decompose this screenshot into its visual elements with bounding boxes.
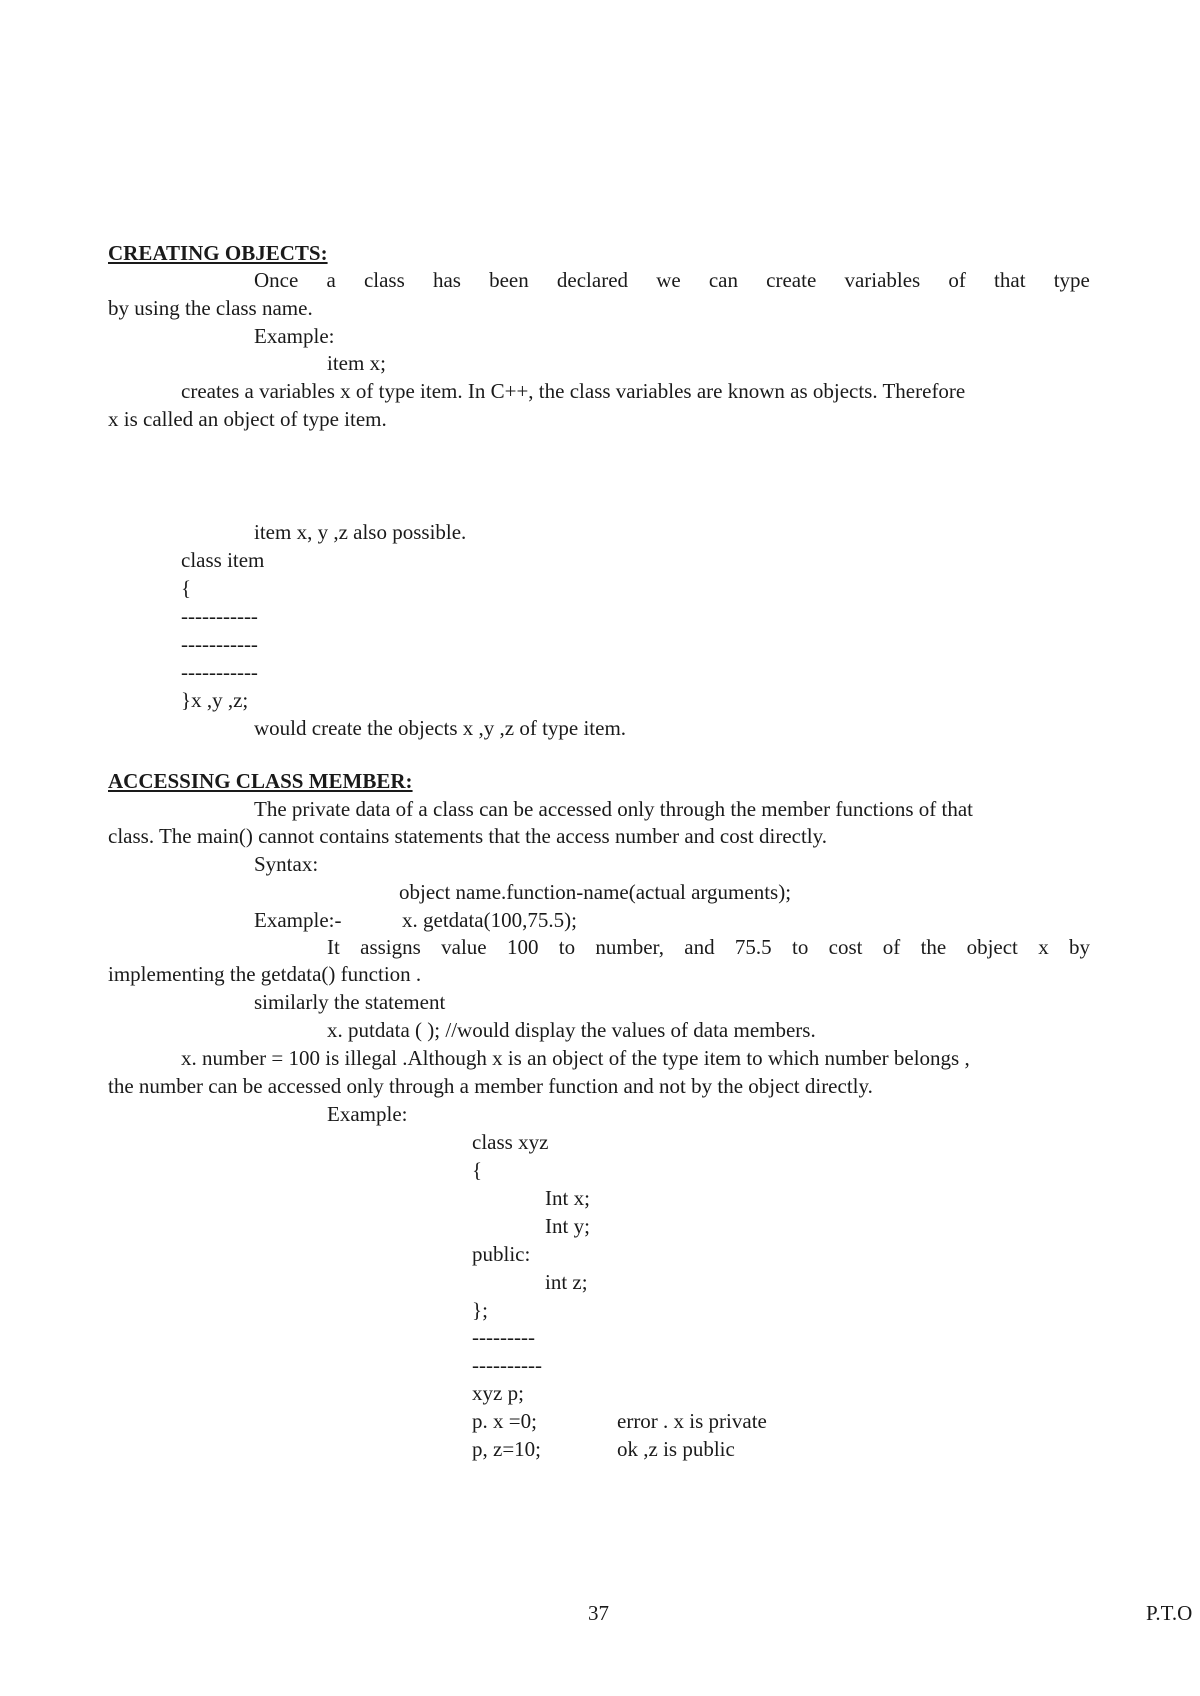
assign-paragraph-line2: implementing the getdata() function . [108, 962, 422, 986]
intro-word: been [489, 268, 529, 292]
code-stmt-private: p. x =0; [472, 1409, 537, 1433]
assign-word: 75.5 [734, 935, 772, 959]
assign-paragraph-line1 [327, 937, 1090, 958]
intro-word: class [363, 268, 405, 292]
code-member-x: Int x; [545, 1186, 590, 1210]
assign-word: x [1038, 935, 1049, 959]
example-code-item-x: item x; [327, 351, 386, 375]
assign-word: It [327, 935, 340, 959]
similarly-line: similarly the statement [254, 990, 446, 1014]
intro-paragraph-line1 [254, 270, 1090, 291]
code-class-decl: class xyz [472, 1130, 549, 1154]
intro-word: a [326, 268, 336, 292]
assign-word: assigns [360, 935, 421, 959]
example-label: Example: [254, 324, 335, 348]
code-close-brace: }; [472, 1298, 488, 1322]
intro-word: that [994, 268, 1026, 292]
assign-word: to [558, 935, 576, 959]
objects-description-line2: x is called an object of type item. [108, 407, 387, 431]
intro-word: create [766, 268, 817, 292]
intro-word: declared [556, 268, 629, 292]
code-line: class item [181, 548, 265, 572]
objects-description-line1: creates a variables x of type item. In C++, the class variables are known as objects. Therefore [181, 379, 966, 403]
section-heading-creating-objects: CREATING OBJECTS: [108, 241, 328, 265]
assign-word: and [684, 935, 715, 959]
code-line: ----------- [181, 604, 258, 628]
multi-declaration-note: item x, y ,z also possible. [254, 520, 467, 544]
assign-word: value [441, 935, 487, 959]
assign-word: the [920, 935, 947, 959]
code-object-decl: xyz p; [472, 1381, 524, 1405]
code-comment-error: error . x is private [617, 1409, 767, 1433]
page-number: 37 [588, 1601, 609, 1625]
code-line: { [181, 576, 192, 600]
code-note: would create the objects x ,y ,z of type item. [254, 716, 627, 740]
example-label: Example:- [254, 908, 342, 932]
code-line: }x ,y ,z; [181, 688, 249, 712]
assign-word: 100 [506, 935, 539, 959]
code-line: ----------- [181, 660, 258, 684]
code-line: ----------- [181, 632, 258, 656]
illegal-paragraph-line2: the number can be accessed only through a member function and not by the object directly. [108, 1074, 873, 1098]
private-data-paragraph-line1: The private data of a class can be accessed only through the member functions of that [254, 797, 973, 821]
example2-label: Example: [327, 1102, 408, 1126]
code-member-y: Int y; [545, 1214, 590, 1238]
assign-word: number, [595, 935, 664, 959]
assign-word: to [791, 935, 809, 959]
intro-word: variables [844, 268, 921, 292]
intro-word: has [432, 268, 461, 292]
code-open-brace: { [472, 1158, 483, 1182]
private-data-paragraph-line2: class. The main() cannot contains statements that the access number and cost directly. [108, 824, 828, 848]
putdata-code-line: x. putdata ( ); //would display the values of data members. [327, 1018, 816, 1042]
intro-word: type [1053, 268, 1090, 292]
intro-word: can [708, 268, 738, 292]
syntax-code: object name.function-name(actual arguments); [399, 880, 792, 904]
code-public-label: public: [472, 1242, 531, 1266]
code-comment-ok: ok ,z is public [617, 1437, 735, 1461]
code-dashes: --------- [472, 1325, 535, 1349]
intro-word: we [656, 268, 681, 292]
section-heading-accessing-class-member: ACCESSING CLASS MEMBER: [108, 769, 413, 793]
illegal-paragraph-line1: x. number = 100 is illegal .Although x is an object of the type item to which number belongs , [181, 1046, 970, 1070]
syntax-label: Syntax: [254, 852, 319, 876]
code-dashes: ---------- [472, 1353, 542, 1377]
intro-word: of [948, 268, 966, 292]
assign-word: object [966, 935, 1018, 959]
intro-word: Once [254, 268, 299, 292]
assign-word: cost [828, 935, 863, 959]
code-member-z: int z; [545, 1270, 588, 1294]
code-stmt-public: p, z=10; [472, 1437, 541, 1461]
assign-word: of [882, 935, 901, 959]
example-code-getdata: x. getdata(100,75.5); [402, 908, 577, 932]
intro-paragraph-line2: by using the class name. [108, 296, 313, 320]
pto-marker: P.T.O [1146, 1601, 1193, 1625]
assign-word: by [1069, 935, 1090, 959]
